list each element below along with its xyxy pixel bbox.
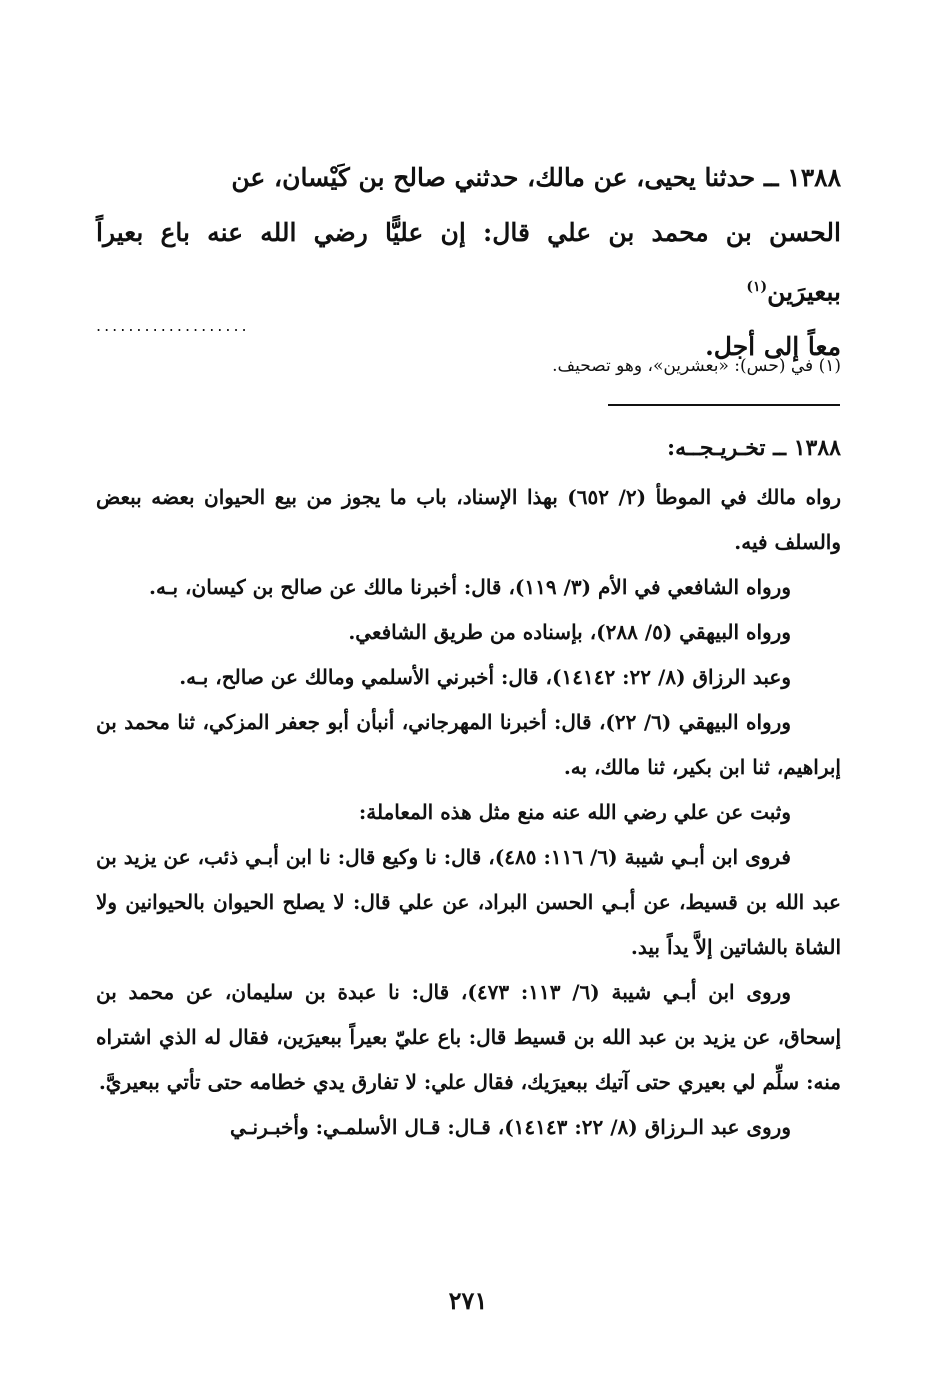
takhrij-paragraph: وثبت عن علي رضي الله عنه منع مثل هذه المعاملة: (358, 800, 791, 824)
page-number: ٢٧١ (448, 1286, 488, 1315)
hadith-line-2-text: الحسن بن محمد بن علي قال: إن عليًّا رضي الله عنه باع بعيراً ببعيرَين (96, 218, 841, 307)
takhrij-paragraph: ورواه البيهقي (٥/ ٢٨٨)، بإسناده من طريق الشافعي. (348, 620, 791, 644)
hadith-line-1: ١٣٨٨ ــ حدثنا يحيى، عن مالك، حدثني صالح بن كَيْسان، عن (231, 163, 841, 192)
footnote-separator-dots: ................... (96, 316, 250, 335)
takhrij-paragraph: ورواه الشافعي في الأم (٣/ ١١٩)، قال: أخبرنا مالك عن صالح بن كيسان، بـه. (148, 575, 791, 599)
section-divider (608, 404, 840, 406)
takhrij-heading: ١٣٨٨ ــ تخـريـجــه: (667, 435, 841, 461)
takhrij-paragraph: وعبد الرزاق (٨/ ٢٢: ١٤١٤٢)، قال: أخبرني الأسلمي ومالك عن صالح، بـه. (179, 665, 791, 689)
takhrij-paragraph: رواه مالك في الموطأ (٢/ ٦٥٢) بهذا الإسناد، باب ما يجوز من بيع الحيوان بعضه ببعض والسلف فيه. (96, 485, 841, 554)
footnote-marker: (١) (746, 279, 768, 295)
takhrij-paragraph: ورواه البيهقي (٦/ ٢٢)، قال: أخبرنا المهرجاني، أنبأن أبو جعفر المزكي، ثنا محمد بن إبراهيم، ثنا ابن بكير، ثنا مالك، به. (96, 710, 841, 779)
hadith-line-2 (96, 205, 841, 319)
hadith-text (96, 150, 841, 374)
hadith-line-3: معاً إلى أجل. (705, 332, 841, 362)
takhrij-section (96, 426, 841, 1150)
takhrij-paragraph: وروى عبد الـرزاق (٨/ ٢٢: ١٤١٤٣)، قـال: قـال الأسلمـي: وأخبـرنـي (230, 1115, 791, 1139)
footnote: (١) في (حس): «بعشرين»، وهو تصحيف. (552, 356, 841, 376)
takhrij-paragraph: فروى ابن أبـي شيبة (٦/ ١١٦: ٤٨٥)، قال: نا وكيع قال: نا ابن أبـي ذئب، عن يزيد بن عبد الله بن قسيط، عن أبـي الحسن البراد، عن علي قال: لا يصلح الحيوان بالحيوانين ولا الشاة بالشاتين إلاَّ يداً بيد. (96, 845, 841, 959)
takhrij-paragraph: وروى ابن أبـي شيبة (٦/ ١١٣: ٤٧٣)، قال: نا عبدة بن سليمان، عن محمد بن إسحاق، عن يزيد بن عبد الله بن قسيط قال: باع عليّ بعيراً ببعيرَين، فقال له الذي اشتراه منه: سلِّم لي بعيري حتى آتيك ببعيرَيك، فقال علي: لا تفارق يدي خطامه حتى تأتي ببعيريَّ. (96, 980, 841, 1094)
